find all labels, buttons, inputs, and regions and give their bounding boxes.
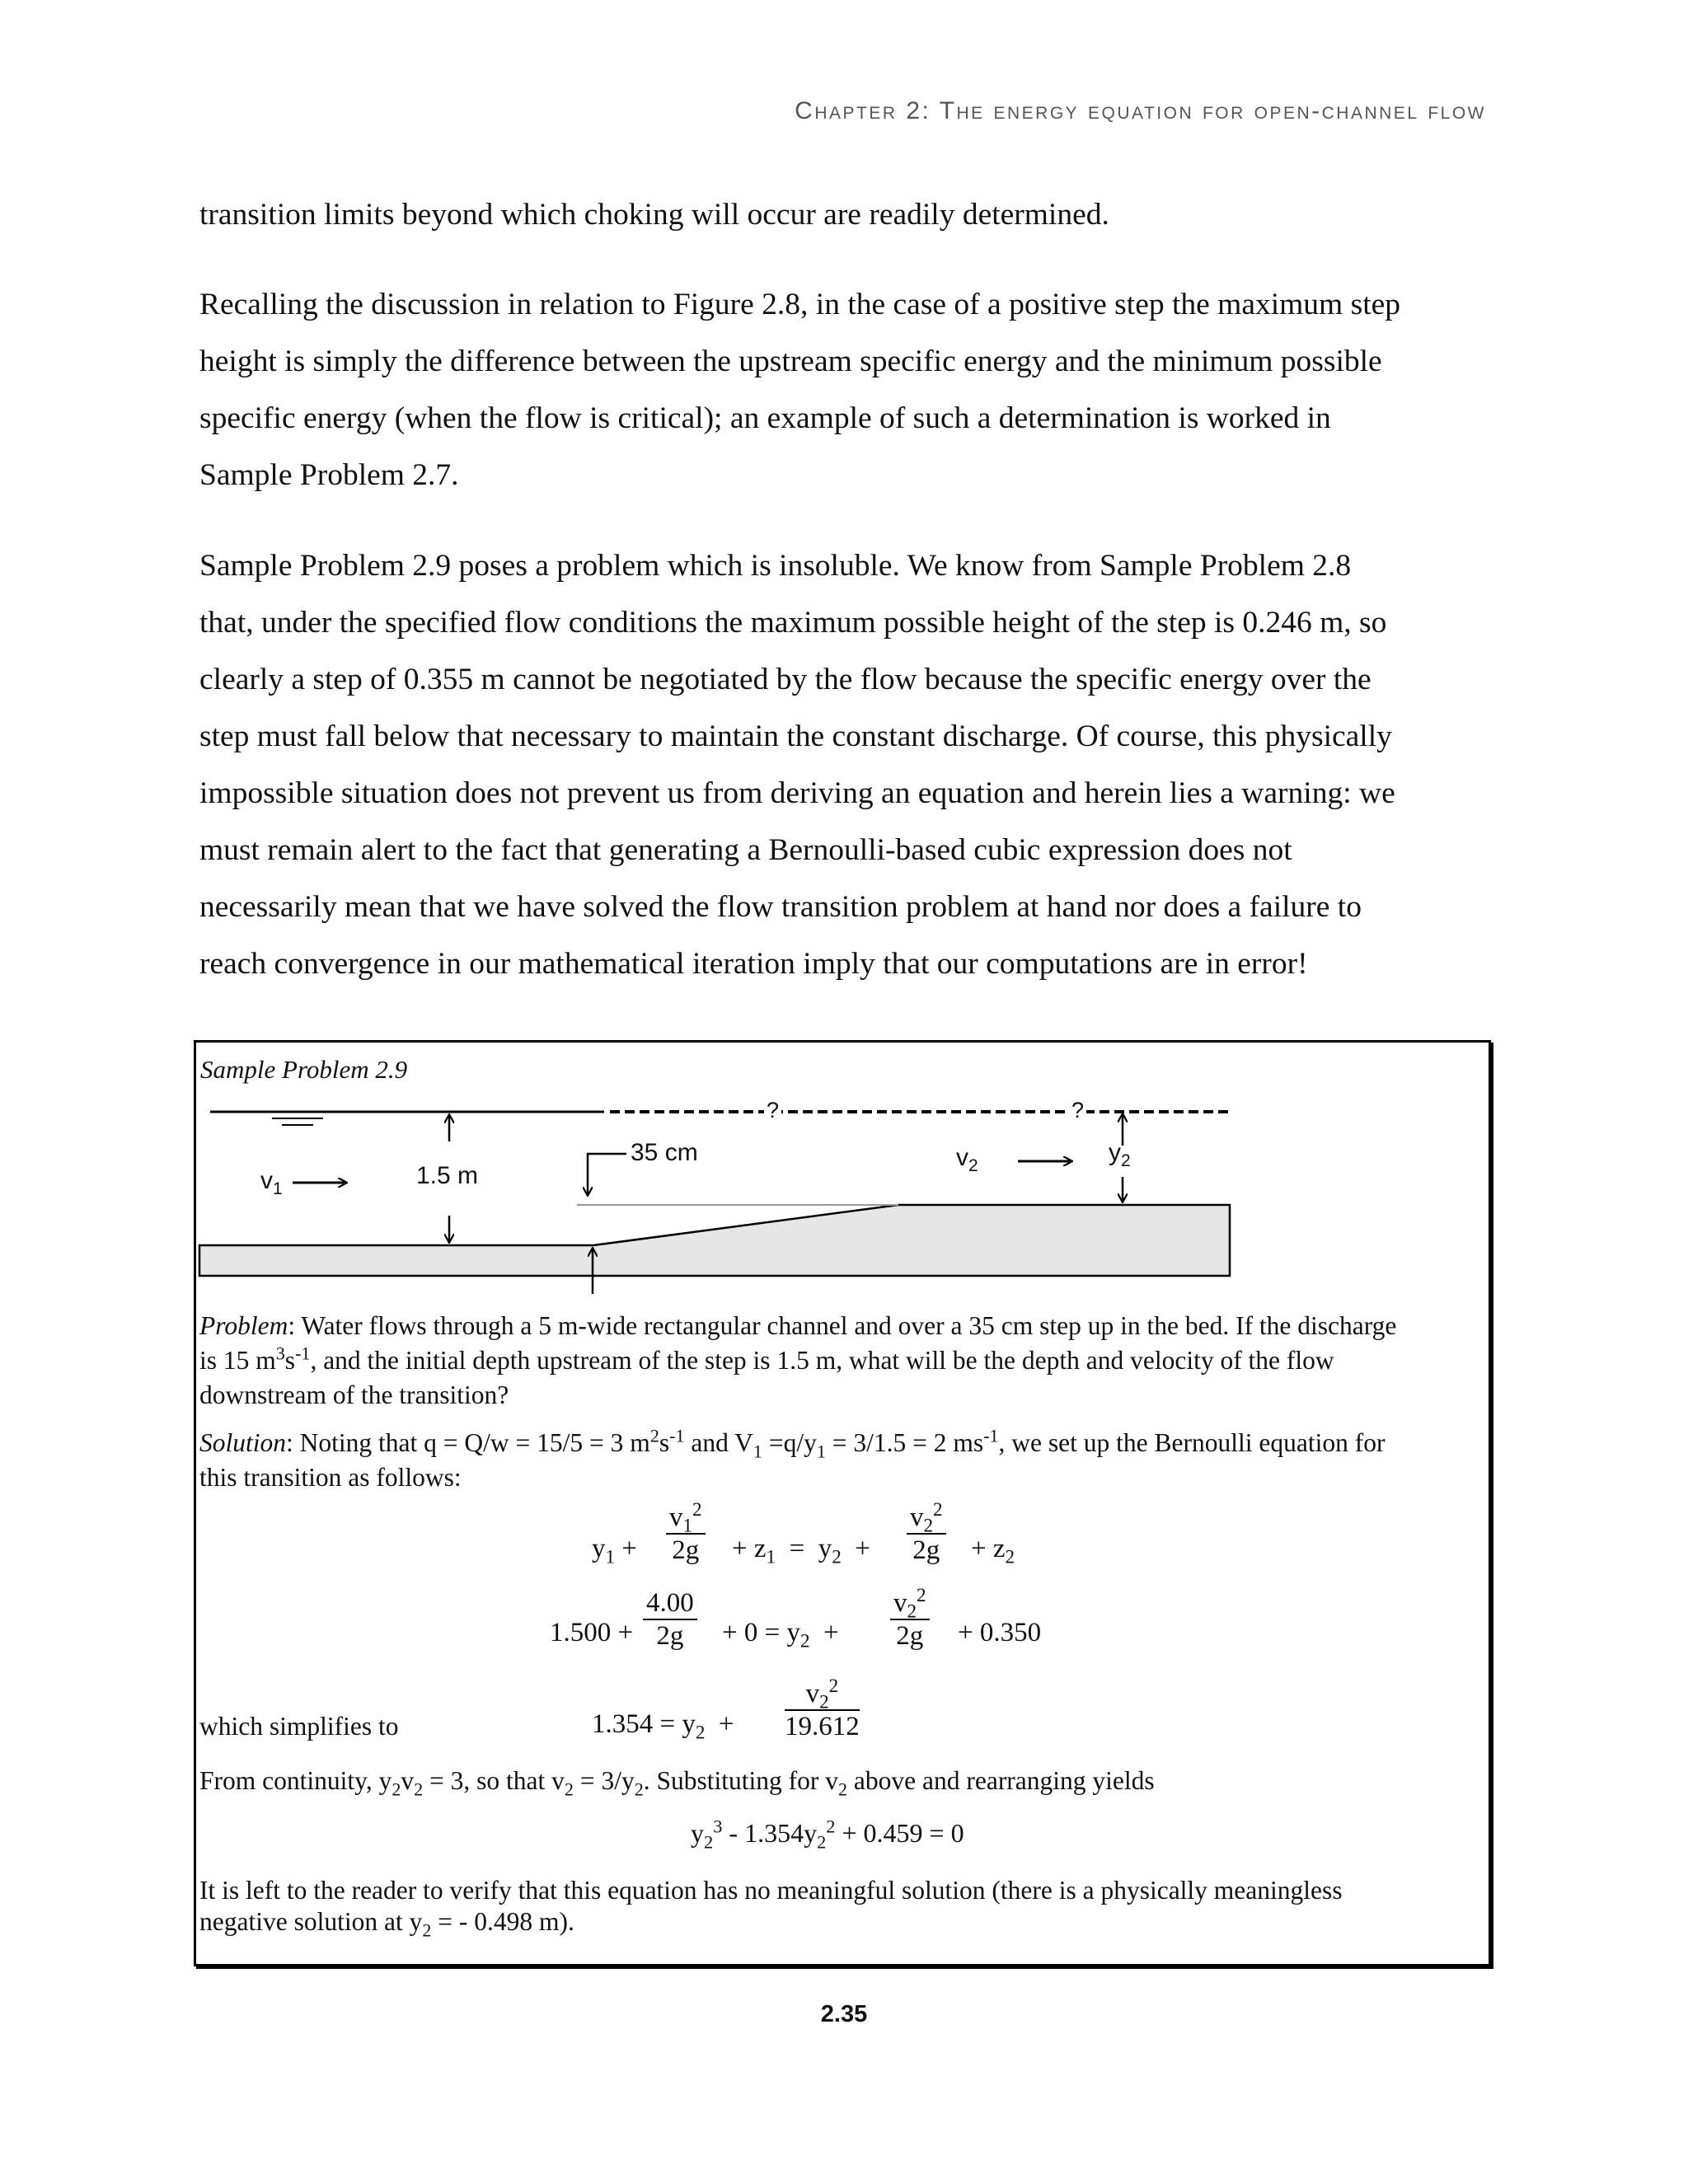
v1-label: $v_1$ xyxy=(260,1167,283,1198)
v2-label: $v_2$ xyxy=(956,1144,978,1175)
simplifies-label: which simplifies to xyxy=(199,1712,399,1741)
p3-line: that, under the specified flow conditions the maximum possible height of the step is 0.246 m, so xyxy=(199,606,1387,640)
fraction: $\frac{v_2^2}{2g}$ xyxy=(890,1587,930,1652)
p2-line: specific energy (when the flow is critical); an example of such a determination is worked in xyxy=(199,401,1331,435)
unknown-mark-2: ? xyxy=(1069,1098,1086,1123)
depth1-label: 1.5 m xyxy=(416,1162,479,1189)
fraction: $\frac{4.00}{2g}$ xyxy=(643,1587,697,1652)
step-arrow-down xyxy=(588,1154,626,1195)
solution-intro: Solution: Noting that q = Q/w = 15/5 = 3 $m^2s^{-1}$ and $V_1 =q/y_1 = 3/1.5 = 2$ $ms^{-1}$, we set up the Bernoulli equation for this transition as follows: xyxy=(199,1425,1386,1492)
fraction: $\frac{v_1^2}{2g}$ xyxy=(666,1502,706,1566)
page-number: 2.35 xyxy=(820,2001,868,2027)
p2-line: Sample Problem 2.7. xyxy=(199,458,459,492)
p2-line: Recalling the discussion in relation to Figure 2.8, in the case of a positive step the maximum step xyxy=(199,288,1401,321)
fraction: $\frac{v_2^2}{19.612}$ xyxy=(785,1675,860,1741)
y2-label: $y_2$ xyxy=(1109,1139,1131,1170)
problem-statement: Problem: Water flows through a 5 m-wide rectangular channel and over a 35 cm step up in the bed. If the discharge is 15 $m^3s^{-1}$, and the initial depth upstream of the step is 1.5 m, what will be the depth and velocity of the flow downstream of the transition? xyxy=(199,1311,1397,1409)
step-height-label: 35 cm xyxy=(631,1139,698,1166)
sample-problem-title: Sample Problem 2.9 xyxy=(200,1055,408,1084)
p3-line: must remain alert to the fact that generating a Bernoulli-based cubic expression does not xyxy=(199,833,1292,867)
paragraph-1: transition limits beyond which choking will occur are readily determined. xyxy=(199,198,1109,232)
p3-line: clearly a step of 0.355 m cannot be negotiated by the flow because the specific energy over the xyxy=(199,663,1372,696)
p3-line: Sample Problem 2.9 poses a problem which is insoluble. We know from Sample Problem 2.8 xyxy=(199,549,1352,583)
continuity-text: From continuity, $y_2v_2 = 3$, so that $v_2 = 3/y_2$. Substituting for $v_2$ above and rearranging yields xyxy=(199,1766,1155,1800)
p3-line: necessarily mean that we have solved the flow transition problem at hand nor does a failure to xyxy=(199,890,1362,924)
closing-text: It is left to the reader to verify that this equation has no meaningful solution (there is a physically meaningless negative solution at $y_2$ = - 0.498 m). xyxy=(199,1876,1343,1941)
channel-bed xyxy=(199,1205,1230,1276)
running-header: Chapter 2: The energy equation for open-channel flow xyxy=(795,97,1486,124)
p3-line: step must fall below that necessary to maintain the constant discharge. Of course, this physically xyxy=(199,719,1392,753)
unknown-mark-1: ? xyxy=(764,1098,781,1123)
p3-line: impossible situation does not prevent us from deriving an equation and herein lies a warning: we xyxy=(199,776,1395,810)
cubic-equation: $y_2^3 - 1.354y_2^2 + 0.459 = 0$ xyxy=(691,1816,964,1853)
fraction: $\frac{v_2^2}{2g}$ xyxy=(907,1502,946,1566)
p3-line: reach convergence in our mathematical iteration imply that our computations are in error! xyxy=(199,947,1308,981)
p2-line: height is simply the difference between the upstream specific energy and the minimum possible xyxy=(199,344,1382,378)
